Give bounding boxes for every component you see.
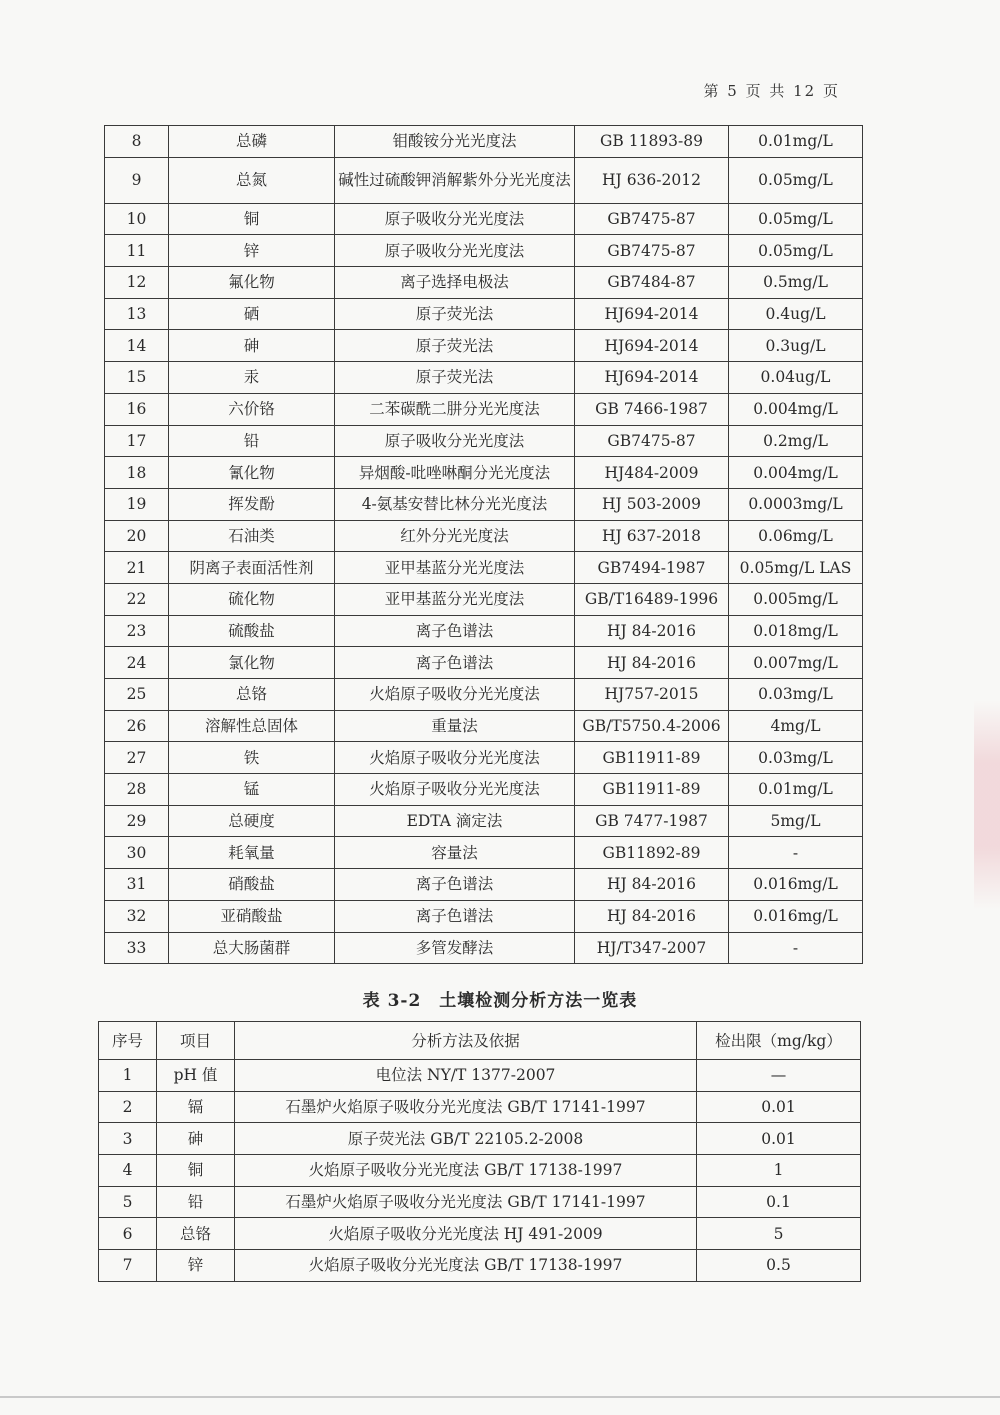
cell-method: 石墨炉火焰原子吸收分光光度法 GB/T 17141-1997 — [235, 1091, 697, 1123]
cell-item: 汞 — [169, 362, 335, 394]
cell-method: 离子色谱法 — [335, 869, 575, 901]
cell-no: 33 — [105, 932, 169, 964]
cell-item: 总磷 — [169, 126, 335, 158]
cell-limit: 0.05mg/L — [729, 235, 863, 267]
header-limit: 检出限（mg/kg） — [697, 1022, 861, 1060]
soil-analysis-table — [98, 1021, 861, 1282]
cell-method: 原子荧光法 GB/T 22105.2-2008 — [235, 1123, 697, 1155]
cell-method: 亚甲基蓝分光光度法 — [335, 552, 575, 584]
cell-standard: GB7475-87 — [575, 425, 729, 457]
cell-item: 总铬 — [169, 679, 335, 711]
cell-method: 亚甲基蓝分光光度法 — [335, 583, 575, 615]
cell-item: 砷 — [169, 330, 335, 362]
table-row — [99, 1123, 861, 1155]
cell-no: 13 — [105, 298, 169, 330]
cell-item: 铜 — [169, 203, 335, 235]
header-method: 分析方法及依据 — [235, 1022, 697, 1060]
cell-limit: 0.018mg/L — [729, 615, 863, 647]
cell-method: 火焰原子吸收分光光度法 GB/T 17138-1997 — [235, 1155, 697, 1187]
cell-standard: HJ484-2009 — [575, 457, 729, 489]
cell-no: 32 — [105, 900, 169, 932]
cell-standard: GB 11893-89 — [575, 126, 729, 158]
cell-method: 离子色谱法 — [335, 900, 575, 932]
cell-no: 25 — [105, 679, 169, 711]
cell-limit: 0.0003mg/L — [729, 488, 863, 520]
cell-no: 7 — [99, 1250, 157, 1282]
cell-standard: HJ 84-2016 — [575, 615, 729, 647]
cell-item: 铜 — [157, 1155, 235, 1187]
cell-limit: 0.007mg/L — [729, 647, 863, 679]
cell-standard: GB 7477-1987 — [575, 805, 729, 837]
cell-method: 原子荧光法 — [335, 362, 575, 394]
table-row — [99, 1155, 861, 1187]
cell-method: 重量法 — [335, 710, 575, 742]
cell-item: 硫化物 — [169, 583, 335, 615]
cell-limit: - — [729, 837, 863, 869]
cell-standard: GB7475-87 — [575, 203, 729, 235]
table-row — [105, 520, 863, 552]
cell-no: 11 — [105, 235, 169, 267]
cell-limit: — — [697, 1060, 861, 1092]
cell-limit: 5 — [697, 1218, 861, 1250]
table-row — [105, 837, 863, 869]
cell-no: 23 — [105, 615, 169, 647]
cell-item: 挥发酚 — [169, 488, 335, 520]
table-row — [105, 900, 863, 932]
cell-standard: GB 7466-1987 — [575, 393, 729, 425]
cell-limit: 4mg/L — [729, 710, 863, 742]
cell-method: 原子吸收分光光度法 — [335, 425, 575, 457]
cell-no: 24 — [105, 647, 169, 679]
cell-item: 石油类 — [169, 520, 335, 552]
cell-limit: 0.04ug/L — [729, 362, 863, 394]
cell-limit: 0.06mg/L — [729, 520, 863, 552]
table-row — [105, 126, 863, 158]
cell-method: 碱性过硫酸钾消解紫外分光光度法 — [335, 157, 575, 203]
cell-method: 火焰原子吸收分光光度法 — [335, 679, 575, 711]
cell-standard: HJ694-2014 — [575, 330, 729, 362]
cell-item: 耗氧量 — [169, 837, 335, 869]
cell-item: 硫酸盐 — [169, 615, 335, 647]
cell-item: 硒 — [169, 298, 335, 330]
table-row — [105, 552, 863, 584]
table-row — [105, 488, 863, 520]
cell-standard: GB11911-89 — [575, 774, 729, 806]
cell-item: 溶解性总固体 — [169, 710, 335, 742]
cell-item: 总氮 — [169, 157, 335, 203]
cell-no: 4 — [99, 1155, 157, 1187]
table-row — [105, 932, 863, 964]
cell-item: 铁 — [169, 742, 335, 774]
cell-no: 1 — [99, 1060, 157, 1092]
soil-table-header — [99, 1022, 861, 1060]
cell-standard: GB7494-1987 — [575, 552, 729, 584]
cell-standard: GB/T16489-1996 — [575, 583, 729, 615]
cell-limit: 5mg/L — [729, 805, 863, 837]
cell-standard: HJ 84-2016 — [575, 900, 729, 932]
cell-method: 火焰原子吸收分光光度法 GB/T 17138-1997 — [235, 1250, 697, 1282]
cell-method: 火焰原子吸收分光光度法 — [335, 742, 575, 774]
soil-table-caption: 表 3-2 土壤检测分析方法一览表 — [362, 991, 638, 1011]
cell-no: 22 — [105, 583, 169, 615]
table-row — [105, 298, 863, 330]
cell-method: 原子吸收分光光度法 — [335, 235, 575, 267]
cell-no: 9 — [105, 157, 169, 203]
cell-no: 6 — [99, 1218, 157, 1250]
cell-standard: GB11911-89 — [575, 742, 729, 774]
cell-standard: GB/T5750.4-2006 — [575, 710, 729, 742]
cell-method: 4-氨基安替比林分光光度法 — [335, 488, 575, 520]
cell-item: 锌 — [157, 1250, 235, 1282]
cell-method: 石墨炉火焰原子吸收分光光度法 GB/T 17141-1997 — [235, 1186, 697, 1218]
cell-limit: 0.05mg/L — [729, 157, 863, 203]
cell-method: 原子荧光法 — [335, 298, 575, 330]
cell-no: 31 — [105, 869, 169, 901]
cell-limit: 0.4ug/L — [729, 298, 863, 330]
table-row — [99, 1186, 861, 1218]
cell-limit: 0.03mg/L — [729, 742, 863, 774]
cell-limit: 0.3ug/L — [729, 330, 863, 362]
cell-no: 5 — [99, 1186, 157, 1218]
cell-method: 二苯碳酰二肼分光光度法 — [335, 393, 575, 425]
table-row — [105, 157, 863, 203]
cell-limit: 0.03mg/L — [729, 679, 863, 711]
cell-item: 砷 — [157, 1123, 235, 1155]
table-row — [105, 330, 863, 362]
cell-method: 离子选择电极法 — [335, 267, 575, 299]
cell-no: 20 — [105, 520, 169, 552]
cell-method: 钼酸铵分光光度法 — [335, 126, 575, 158]
cell-no: 21 — [105, 552, 169, 584]
cell-standard: HJ694-2014 — [575, 298, 729, 330]
table-row — [105, 742, 863, 774]
cell-item: 硝酸盐 — [169, 869, 335, 901]
cell-item: pH 值 — [157, 1060, 235, 1092]
header-item: 项目 — [157, 1022, 235, 1060]
cell-no: 12 — [105, 267, 169, 299]
table-row — [105, 647, 863, 679]
cell-item: 总硬度 — [169, 805, 335, 837]
cell-item: 氰化物 — [169, 457, 335, 489]
page-bottom-edge — [0, 1396, 1000, 1398]
cell-method: 原子荧光法 — [335, 330, 575, 362]
cell-item: 铅 — [157, 1186, 235, 1218]
cell-standard: GB11892-89 — [575, 837, 729, 869]
table-row — [105, 362, 863, 394]
cell-limit: 0.016mg/L — [729, 869, 863, 901]
page-number: 第 5 页 共 12 页 — [703, 82, 840, 100]
cell-item: 锰 — [169, 774, 335, 806]
cell-no: 30 — [105, 837, 169, 869]
cell-method: 容量法 — [335, 837, 575, 869]
cell-limit: 0.016mg/L — [729, 900, 863, 932]
table-row — [105, 203, 863, 235]
edge-stamp-mark — [974, 700, 1000, 910]
cell-limit: 0.01mg/L — [729, 126, 863, 158]
cell-standard: HJ 503-2009 — [575, 488, 729, 520]
cell-limit: 0.004mg/L — [729, 393, 863, 425]
table-row — [99, 1250, 861, 1282]
cell-item: 总铬 — [157, 1218, 235, 1250]
cell-item: 镉 — [157, 1091, 235, 1123]
cell-limit: 1 — [697, 1155, 861, 1187]
table-row — [105, 869, 863, 901]
cell-standard: HJ 637-2018 — [575, 520, 729, 552]
cell-no: 2 — [99, 1091, 157, 1123]
cell-standard: HJ/T347-2007 — [575, 932, 729, 964]
cell-limit: 0.05mg/L — [729, 203, 863, 235]
cell-method: 多管发酵法 — [335, 932, 575, 964]
cell-method: 火焰原子吸收分光光度法 — [335, 774, 575, 806]
cell-limit: 0.5 — [697, 1250, 861, 1282]
table-row — [99, 1218, 861, 1250]
cell-method: 原子吸收分光光度法 — [335, 203, 575, 235]
table-row — [105, 679, 863, 711]
table-row — [105, 267, 863, 299]
cell-method: 火焰原子吸收分光光度法 HJ 491-2009 — [235, 1218, 697, 1250]
cell-standard: HJ 84-2016 — [575, 869, 729, 901]
cell-limit: 0.01 — [697, 1091, 861, 1123]
cell-standard: HJ694-2014 — [575, 362, 729, 394]
cell-no: 8 — [105, 126, 169, 158]
cell-no: 27 — [105, 742, 169, 774]
table-row — [105, 425, 863, 457]
cell-limit: 0.004mg/L — [729, 457, 863, 489]
header-no: 序号 — [99, 1022, 157, 1060]
cell-item: 氟化物 — [169, 267, 335, 299]
cell-limit: 0.05mg/L LAS — [729, 552, 863, 584]
cell-method: EDTA 滴定法 — [335, 805, 575, 837]
cell-method: 异烟酸-吡唑啉酮分光光度法 — [335, 457, 575, 489]
cell-no: 10 — [105, 203, 169, 235]
cell-item: 亚硝酸盐 — [169, 900, 335, 932]
cell-no: 15 — [105, 362, 169, 394]
cell-limit: - — [729, 932, 863, 964]
table-row — [99, 1091, 861, 1123]
cell-item: 锌 — [169, 235, 335, 267]
cell-no: 14 — [105, 330, 169, 362]
table-row — [105, 235, 863, 267]
table-row — [99, 1060, 861, 1092]
cell-method: 离子色谱法 — [335, 615, 575, 647]
table-row — [105, 710, 863, 742]
cell-limit: 0.2mg/L — [729, 425, 863, 457]
table-row — [105, 457, 863, 489]
cell-no: 28 — [105, 774, 169, 806]
cell-no: 3 — [99, 1123, 157, 1155]
cell-limit: 0.5mg/L — [729, 267, 863, 299]
cell-method: 红外分光光度法 — [335, 520, 575, 552]
water-analysis-table — [104, 125, 863, 964]
cell-item: 氯化物 — [169, 647, 335, 679]
table-row — [105, 774, 863, 806]
cell-limit: 0.01 — [697, 1123, 861, 1155]
table-row — [105, 805, 863, 837]
cell-item: 六价铬 — [169, 393, 335, 425]
cell-no: 16 — [105, 393, 169, 425]
cell-standard: GB7475-87 — [575, 235, 729, 267]
cell-no: 18 — [105, 457, 169, 489]
cell-method: 离子色谱法 — [335, 647, 575, 679]
cell-limit: 0.01mg/L — [729, 774, 863, 806]
cell-item: 总大肠菌群 — [169, 932, 335, 964]
cell-limit: 0.005mg/L — [729, 583, 863, 615]
cell-standard: GB7484-87 — [575, 267, 729, 299]
cell-item: 阴离子表面活性剂 — [169, 552, 335, 584]
table-row — [105, 393, 863, 425]
table-row — [105, 583, 863, 615]
cell-no: 29 — [105, 805, 169, 837]
cell-no: 19 — [105, 488, 169, 520]
cell-no: 26 — [105, 710, 169, 742]
table-row — [105, 615, 863, 647]
cell-no: 17 — [105, 425, 169, 457]
cell-limit: 0.1 — [697, 1186, 861, 1218]
cell-standard: HJ 84-2016 — [575, 647, 729, 679]
cell-method: 电位法 NY/T 1377-2007 — [235, 1060, 697, 1092]
cell-standard: HJ757-2015 — [575, 679, 729, 711]
cell-item: 铅 — [169, 425, 335, 457]
cell-standard: HJ 636-2012 — [575, 157, 729, 203]
